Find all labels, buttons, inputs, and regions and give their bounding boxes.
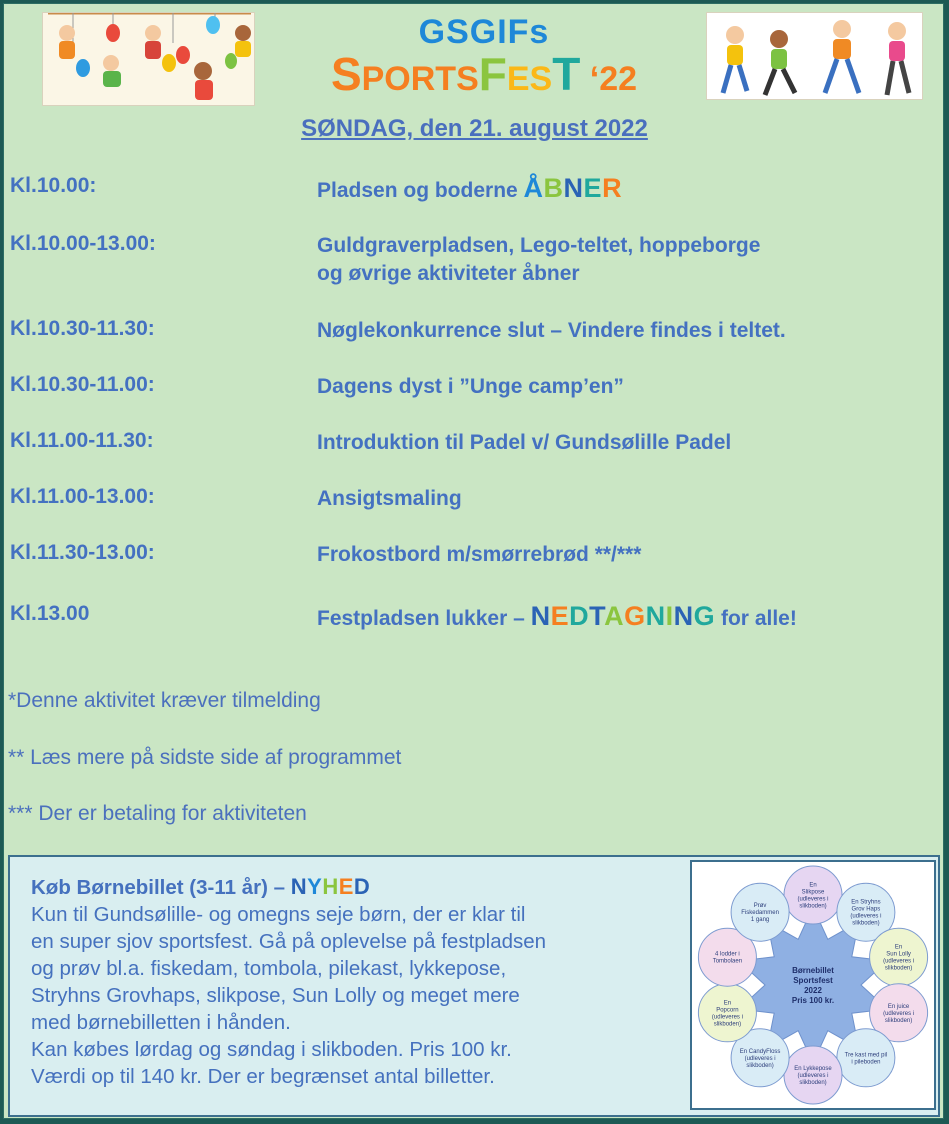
flower-center-label: 2022	[804, 986, 822, 995]
running-kids-clipart	[706, 12, 923, 100]
petal-label: (udleveres i	[711, 1014, 743, 1021]
petal-label: i pileboden	[851, 1059, 881, 1066]
flower-center-label: Pris 100 kr.	[791, 996, 835, 1005]
activity-text: Pladsen og boderne	[317, 179, 524, 202]
schedule-time: Kl.10.00-13.00:	[10, 232, 156, 255]
petal-label: slikboden)	[852, 920, 880, 927]
schedule-time: Kl.11.00-13.00:	[10, 485, 155, 508]
petal-label: (udleveres i	[744, 1055, 776, 1062]
petal-label: En Stryhns	[851, 899, 881, 906]
schedule-time: Kl.10.30-11.30:	[10, 317, 155, 340]
petal-label: Popcorn	[716, 1007, 739, 1014]
petal-label: En Lykkepose	[794, 1066, 832, 1072]
schedule-activity: Ansigtsmaling	[317, 487, 462, 510]
schedule-time: Kl.11.00-11.30:	[10, 429, 154, 452]
flower-center-label: Børnebillet	[792, 966, 834, 975]
ticket-flower-image	[690, 860, 936, 1110]
petal-label: slikboden)	[713, 1021, 742, 1028]
petal-label: slikboden)	[746, 1062, 774, 1069]
activity-line-1: Guldgraverpladsen, Lego-teltet, hoppeborge	[317, 234, 761, 257]
ticket-line: Værdi op til 140 kr. Der er begrænset antal billetter.	[31, 1065, 495, 1088]
schedule-activity: Introduktion til Padel v/ Gundsølille Padel	[317, 431, 732, 454]
children-ticket-box	[8, 855, 940, 1117]
schedule-time: Kl.11.30-13.00:	[10, 541, 155, 564]
petal-label: En CandyFloss	[739, 1048, 781, 1055]
ticket-line: Kan købes lørdag og søndag i slikboden. Pris 100 kr.	[31, 1038, 512, 1061]
ticket-line: og prøv bl.a. fiskedam, tombola, pilekast, lykkepose,	[31, 957, 507, 980]
poster-page	[3, 3, 944, 1119]
schedule-activity	[317, 232, 937, 288]
highlight-nedtagning: NEDTAGNING	[530, 601, 716, 631]
ticket-line: Kun til Gundsølille- og omegns seje børn, der er klar til	[31, 903, 526, 926]
petal-label: slikboden)	[799, 903, 827, 910]
petal-label: Slikpose	[801, 889, 825, 896]
petal-label: Prøv	[753, 903, 767, 910]
title-ports: PORTS	[361, 60, 479, 98]
flower-center-label: Sportsfest	[793, 976, 833, 985]
petal-label: Grov Haps	[851, 906, 881, 913]
title-gsgifs	[284, 14, 684, 50]
activity-line-2: og øvrige aktiviteter åbner	[317, 262, 580, 285]
ticket-description	[31, 873, 691, 1090]
flower-center	[773, 945, 853, 1025]
petal-label: En	[809, 882, 817, 889]
petal-label: En	[894, 944, 903, 951]
title-sportsfest	[284, 50, 684, 103]
petal-label: 4 lodder i	[715, 951, 740, 958]
schedule-activity: Nøglekonkurrence slut – Vindere findes i teltet.	[317, 319, 786, 342]
balloon-kids-clipart	[42, 12, 255, 106]
schedule-activity: Frokostbord m/smørrebrød **/***	[317, 543, 642, 566]
petal-label: Sun Lolly	[886, 951, 911, 958]
petal-label: (udleveres i	[850, 913, 882, 920]
petal-label: En juice	[887, 1003, 910, 1010]
petal-label: (udleveres i	[883, 1010, 915, 1017]
title-es: ES	[506, 60, 553, 98]
activity-text: Festpladsen lukker –	[317, 607, 531, 630]
title-letter-s: S	[330, 48, 362, 100]
highlight-nyhed: NYHED	[290, 874, 371, 899]
schedule-activity: Dagens dyst i ”Unge camp’en”	[317, 375, 624, 398]
ticket-line: Stryhns Grovhaps, slikpose, Sun Lolly og meget mere	[31, 984, 520, 1007]
schedule-activity	[317, 602, 937, 633]
schedule-activity	[317, 174, 937, 205]
highlight-abner: ÅBNER	[523, 173, 623, 203]
schedule-time: Kl.10.30-11.00:	[10, 373, 155, 396]
title-letters: GSGIFs	[418, 13, 550, 51]
event-title	[284, 14, 684, 103]
title-letter-f: F	[478, 48, 507, 100]
petal-label: En	[723, 1000, 732, 1007]
petal-label: Tombolaen	[712, 958, 743, 965]
date-heading: SØNDAG, den 21. august 2022	[301, 115, 648, 142]
footnote: *Denne aktivitet kræver tilmelding	[8, 689, 321, 712]
ticket-heading	[31, 873, 691, 901]
petal-label: (udleveres i	[797, 896, 829, 903]
footnote: ** Læs mere på sidste side af programmet	[8, 746, 402, 769]
ticket-line: en super sjov sportsfest. Gå på oplevelse på festpladsen	[31, 930, 547, 953]
petal-label: slikboden)	[884, 1017, 913, 1024]
petal-label: 1 gang	[750, 917, 770, 924]
ticket-heading-text: Køb Børnebillet (3-11 år) –	[31, 876, 291, 899]
flower-graphic	[692, 862, 934, 1108]
schedule-time: Kl.13.00	[10, 602, 90, 625]
petal-label: slikboden)	[799, 1080, 827, 1086]
schedule-time: Kl.10.00:	[10, 174, 97, 197]
ticket-line: med børnebilletten i hånden.	[31, 1011, 291, 1034]
petal-label: (udleveres i	[883, 958, 915, 965]
petal-label: Tre kast med pil	[844, 1052, 888, 1059]
footnote: *** Der er betaling for aktiviteten	[8, 802, 307, 825]
title-letter-t: T	[552, 48, 581, 100]
petal-label: slikboden)	[884, 965, 913, 972]
title-year: ‘22	[580, 60, 638, 98]
petal-label: Fiskedammen	[741, 910, 779, 917]
petal-label: (udleveres i	[797, 1073, 829, 1079]
activity-text: for alle!	[715, 607, 797, 630]
